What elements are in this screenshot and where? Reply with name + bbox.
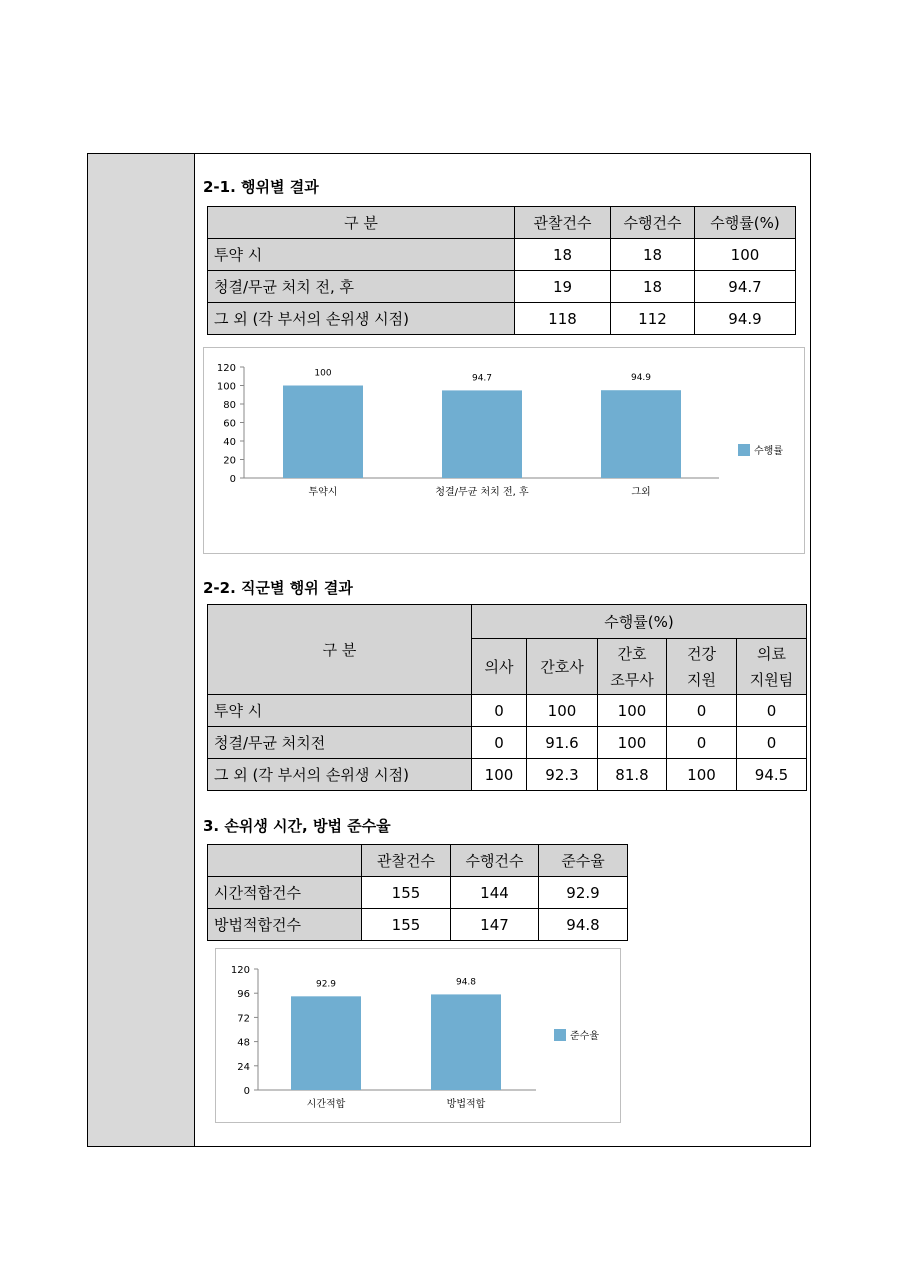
cell: 94.8 (539, 909, 628, 941)
behavior-rate-chart (203, 347, 805, 554)
y-tick-label: 24 (237, 1061, 250, 1073)
cell: 18 (611, 271, 695, 303)
chart-svg (216, 949, 622, 1124)
chart-bar (283, 386, 363, 479)
y-tick-label: 60 (223, 418, 236, 430)
x-tick-label: 그외 (631, 487, 651, 498)
row-label: 방법적합건수 (208, 909, 362, 941)
row-label: 청결/무균 처치전 (208, 727, 472, 759)
cell: 0 (667, 727, 737, 759)
section-2-1-title: 2-1. 행위별 결과 (203, 178, 319, 196)
cell: 92.3 (527, 759, 598, 791)
cell: 0 (667, 695, 737, 727)
left-margin-column (88, 154, 195, 1146)
cell: 155 (362, 909, 451, 941)
x-tick-label: 투약시 (308, 487, 338, 498)
data-label: 100 (314, 368, 332, 379)
cell: 155 (362, 877, 451, 909)
data-label: 94.9 (630, 373, 652, 384)
data-label: 92.9 (315, 979, 337, 990)
cell: 92.9 (539, 877, 628, 909)
header-rate-group: 수행률(%) (472, 605, 807, 639)
y-tick-label: 80 (223, 400, 236, 411)
y-tick-label: 0 (243, 1086, 250, 1097)
header-medical-support: 의료 지원팀 (737, 639, 807, 695)
header-category: 구 분 (208, 207, 515, 239)
y-tick-label: 20 (223, 455, 236, 467)
header-category: 구 분 (208, 605, 472, 695)
cell: 0 (472, 727, 527, 759)
x-tick-label: 시간적합 (306, 1099, 346, 1110)
data-label: 94.7 (471, 373, 493, 384)
cell: 100 (472, 759, 527, 791)
table-row (208, 303, 796, 335)
header-doctor: 의사 (472, 639, 527, 695)
data-label: 94.8 (455, 977, 477, 988)
chart-bar (601, 390, 681, 478)
cell: 0 (737, 695, 807, 727)
compliance-table (207, 844, 628, 941)
legend-label: 준수율 (570, 1031, 599, 1042)
section-2-2-title: 2-2. 직군별 행위 결과 (203, 579, 353, 597)
table-row (208, 239, 796, 271)
cell: 100 (695, 239, 796, 271)
cell: 94.7 (695, 271, 796, 303)
cell: 147 (451, 909, 539, 941)
table-row (208, 759, 807, 791)
cell: 0 (472, 695, 527, 727)
cell: 0 (737, 727, 807, 759)
header-performed: 수행건수 (451, 845, 539, 877)
cell: 100 (598, 727, 667, 759)
y-tick-label: 72 (237, 1013, 250, 1025)
cell: 144 (451, 877, 539, 909)
cell: 18 (611, 239, 695, 271)
x-tick-label: 청결/무균 처치 전, 후 (435, 487, 529, 498)
y-tick-label: 100 (216, 381, 236, 393)
header-health-support: 건강 지원 (667, 639, 737, 695)
header-nurse: 간호사 (527, 639, 598, 695)
row-label: 투약 시 (208, 695, 472, 727)
cell: 94.9 (695, 303, 796, 335)
row-label: 청결/무균 처치 전, 후 (208, 271, 515, 303)
header-observed: 관찰건수 (515, 207, 611, 239)
row-label: 그 외 (각 부서의 손위생 시점) (208, 303, 515, 335)
y-tick-label: 120 (230, 965, 250, 976)
header-performed: 수행건수 (611, 207, 695, 239)
cell: 19 (515, 271, 611, 303)
legend-swatch (738, 444, 750, 456)
table-header-row (208, 605, 807, 639)
table-row (208, 877, 628, 909)
header-observed: 관찰건수 (362, 845, 451, 877)
row-label: 시간적합건수 (208, 877, 362, 909)
table-row (208, 909, 628, 941)
cell: 94.5 (737, 759, 807, 791)
cell: 118 (515, 303, 611, 335)
y-tick-label: 0 (229, 474, 236, 485)
x-tick-label: 방법적합 (446, 1099, 486, 1110)
y-tick-label: 120 (216, 363, 236, 374)
compliance-rate-chart (215, 948, 621, 1123)
table-row (208, 727, 807, 759)
y-tick-label: 48 (237, 1037, 250, 1049)
chart-bar (442, 390, 522, 478)
behavior-results-table (207, 206, 796, 335)
cell: 100 (527, 695, 598, 727)
cell: 18 (515, 239, 611, 271)
section-3-title: 3. 손위생 시간, 방법 준수율 (203, 817, 391, 835)
chart-bar (431, 994, 501, 1090)
chart-svg (204, 348, 806, 555)
table-row (208, 271, 796, 303)
legend-label: 수행률 (754, 446, 783, 457)
header-nurse-aide: 간호 조무사 (598, 639, 667, 695)
y-tick-label: 96 (237, 989, 250, 1001)
table-row (208, 695, 807, 727)
cell: 100 (667, 759, 737, 791)
y-tick-label: 40 (223, 437, 236, 448)
header-empty (208, 845, 362, 877)
header-compliance: 준수율 (539, 845, 628, 877)
job-group-results-table (207, 604, 807, 791)
row-label: 그 외 (각 부서의 손위생 시점) (208, 759, 472, 791)
cell: 112 (611, 303, 695, 335)
legend-swatch (554, 1029, 566, 1041)
chart-bar (291, 996, 361, 1090)
cell: 91.6 (527, 727, 598, 759)
table-header-row (208, 207, 796, 239)
table-header-row (208, 845, 628, 877)
cell: 81.8 (598, 759, 667, 791)
row-label: 투약 시 (208, 239, 515, 271)
cell: 100 (598, 695, 667, 727)
header-rate: 수행률(%) (695, 207, 796, 239)
